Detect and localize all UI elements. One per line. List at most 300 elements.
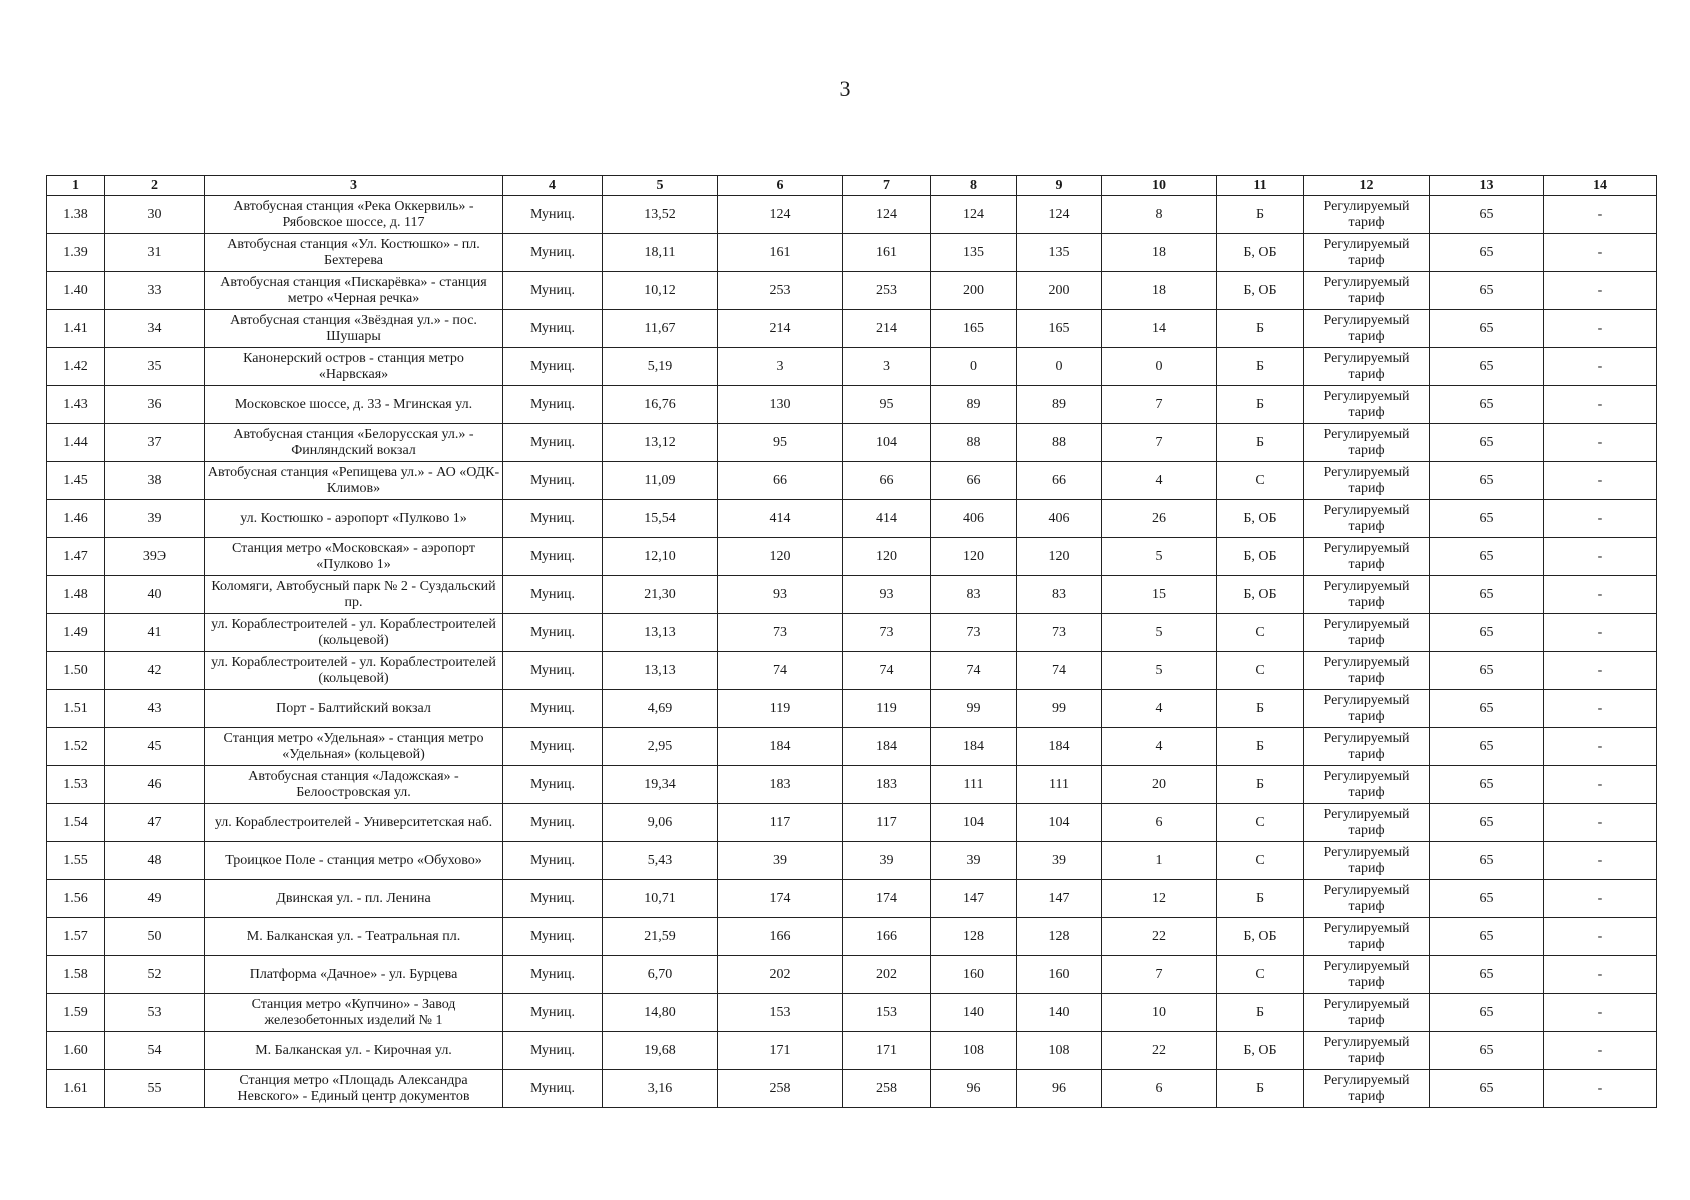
value-13-cell: 65: [1430, 614, 1544, 652]
value-9-cell: 124: [1017, 196, 1102, 234]
value-6-cell: 184: [718, 728, 843, 766]
value-13-cell: 65: [1430, 462, 1544, 500]
table-row: [47, 918, 1657, 956]
value-9-cell: 0: [1017, 348, 1102, 386]
vehicle-class-cell: Б: [1217, 386, 1304, 424]
row-number-cell: 1.49: [47, 614, 105, 652]
value-7-cell: 117: [843, 804, 931, 842]
value-14-cell: -: [1544, 272, 1657, 310]
route-name-cell: М. Балканская ул. - Театральная пл.: [205, 918, 503, 956]
route-length-cell: 15,54: [603, 500, 718, 538]
value-10-cell: 5: [1102, 652, 1217, 690]
value-7-cell: 174: [843, 880, 931, 918]
value-10-cell: 7: [1102, 424, 1217, 462]
row-number-cell: 1.56: [47, 880, 105, 918]
value-7-cell: 93: [843, 576, 931, 614]
value-14-cell: -: [1544, 614, 1657, 652]
tariff-cell: Регулируемый тариф: [1304, 310, 1430, 348]
table-row: [47, 234, 1657, 272]
value-6-cell: 253: [718, 272, 843, 310]
value-14-cell: -: [1544, 728, 1657, 766]
route-number-cell: 39: [105, 500, 205, 538]
value-8-cell: 135: [931, 234, 1017, 272]
table-row: [47, 652, 1657, 690]
column-header-11: 11: [1217, 176, 1304, 196]
value-14-cell: -: [1544, 386, 1657, 424]
value-8-cell: 128: [931, 918, 1017, 956]
route-length-cell: 18,11: [603, 234, 718, 272]
value-10-cell: 18: [1102, 234, 1217, 272]
row-number-cell: 1.59: [47, 994, 105, 1032]
route-name-cell: Автобусная станция «Река Оккервиль» - Рябовское шоссе, д. 117: [205, 196, 503, 234]
row-number-cell: 1.58: [47, 956, 105, 994]
row-number-cell: 1.38: [47, 196, 105, 234]
route-number-cell: 33: [105, 272, 205, 310]
value-8-cell: 89: [931, 386, 1017, 424]
row-number-cell: 1.41: [47, 310, 105, 348]
route-length-cell: 11,67: [603, 310, 718, 348]
value-9-cell: 184: [1017, 728, 1102, 766]
route-type-cell: Муниц.: [503, 310, 603, 348]
column-header-9: 9: [1017, 176, 1102, 196]
value-8-cell: 406: [931, 500, 1017, 538]
value-14-cell: -: [1544, 842, 1657, 880]
value-14-cell: -: [1544, 500, 1657, 538]
value-8-cell: 124: [931, 196, 1017, 234]
value-7-cell: 95: [843, 386, 931, 424]
route-name-cell: Московское шоссе, д. 33 - Мгинская ул.: [205, 386, 503, 424]
value-7-cell: 3: [843, 348, 931, 386]
vehicle-class-cell: Б: [1217, 196, 1304, 234]
tariff-cell: Регулируемый тариф: [1304, 690, 1430, 728]
value-14-cell: -: [1544, 994, 1657, 1032]
route-name-cell: ул. Кораблестроителей - Университетская наб.: [205, 804, 503, 842]
value-7-cell: 104: [843, 424, 931, 462]
vehicle-class-cell: С: [1217, 462, 1304, 500]
value-13-cell: 65: [1430, 956, 1544, 994]
route-type-cell: Муниц.: [503, 690, 603, 728]
tariff-cell: Регулируемый тариф: [1304, 918, 1430, 956]
route-name-cell: Автобусная станция «Звёздная ул.» - пос. Шушары: [205, 310, 503, 348]
value-8-cell: 88: [931, 424, 1017, 462]
route-type-cell: Муниц.: [503, 538, 603, 576]
column-header-12: 12: [1304, 176, 1430, 196]
value-9-cell: 128: [1017, 918, 1102, 956]
value-7-cell: 124: [843, 196, 931, 234]
table-row: [47, 956, 1657, 994]
value-14-cell: -: [1544, 1070, 1657, 1108]
table-row: [47, 538, 1657, 576]
route-number-cell: 42: [105, 652, 205, 690]
value-9-cell: 165: [1017, 310, 1102, 348]
tariff-cell: Регулируемый тариф: [1304, 842, 1430, 880]
value-9-cell: 120: [1017, 538, 1102, 576]
value-9-cell: 111: [1017, 766, 1102, 804]
value-8-cell: 200: [931, 272, 1017, 310]
tariff-cell: Регулируемый тариф: [1304, 424, 1430, 462]
value-13-cell: 65: [1430, 386, 1544, 424]
route-number-cell: 34: [105, 310, 205, 348]
vehicle-class-cell: Б, ОБ: [1217, 234, 1304, 272]
route-number-cell: 52: [105, 956, 205, 994]
vehicle-class-cell: Б: [1217, 766, 1304, 804]
value-14-cell: -: [1544, 804, 1657, 842]
value-13-cell: 65: [1430, 842, 1544, 880]
value-8-cell: 120: [931, 538, 1017, 576]
route-name-cell: Автобусная станция «Ул. Костюшко» - пл. Бехтерева: [205, 234, 503, 272]
row-number-cell: 1.46: [47, 500, 105, 538]
value-8-cell: 74: [931, 652, 1017, 690]
tariff-cell: Регулируемый тариф: [1304, 766, 1430, 804]
value-9-cell: 147: [1017, 880, 1102, 918]
value-10-cell: 4: [1102, 728, 1217, 766]
value-13-cell: 65: [1430, 994, 1544, 1032]
value-10-cell: 10: [1102, 994, 1217, 1032]
value-8-cell: 0: [931, 348, 1017, 386]
value-6-cell: 93: [718, 576, 843, 614]
value-14-cell: -: [1544, 348, 1657, 386]
route-length-cell: 12,10: [603, 538, 718, 576]
row-number-cell: 1.40: [47, 272, 105, 310]
value-13-cell: 65: [1430, 1032, 1544, 1070]
vehicle-class-cell: Б, ОБ: [1217, 1032, 1304, 1070]
value-6-cell: 3: [718, 348, 843, 386]
tariff-cell: Регулируемый тариф: [1304, 1070, 1430, 1108]
route-type-cell: Муниц.: [503, 614, 603, 652]
row-number-cell: 1.55: [47, 842, 105, 880]
vehicle-class-cell: Б, ОБ: [1217, 538, 1304, 576]
value-10-cell: 6: [1102, 1070, 1217, 1108]
tariff-cell: Регулируемый тариф: [1304, 386, 1430, 424]
route-length-cell: 4,69: [603, 690, 718, 728]
route-name-cell: Троицкое Поле - станция метро «Обухово»: [205, 842, 503, 880]
route-name-cell: Порт - Балтийский вокзал: [205, 690, 503, 728]
route-length-cell: 3,16: [603, 1070, 718, 1108]
tariff-cell: Регулируемый тариф: [1304, 576, 1430, 614]
table-row: [47, 386, 1657, 424]
route-length-cell: 19,68: [603, 1032, 718, 1070]
route-type-cell: Муниц.: [503, 424, 603, 462]
value-7-cell: 171: [843, 1032, 931, 1070]
row-number-cell: 1.53: [47, 766, 105, 804]
column-header-1: 1: [47, 176, 105, 196]
value-13-cell: 65: [1430, 880, 1544, 918]
row-number-cell: 1.61: [47, 1070, 105, 1108]
value-14-cell: -: [1544, 880, 1657, 918]
route-length-cell: 5,43: [603, 842, 718, 880]
vehicle-class-cell: Б: [1217, 310, 1304, 348]
table-row: [47, 842, 1657, 880]
row-number-cell: 1.48: [47, 576, 105, 614]
value-14-cell: -: [1544, 538, 1657, 576]
value-8-cell: 111: [931, 766, 1017, 804]
route-number-cell: 45: [105, 728, 205, 766]
route-length-cell: 13,12: [603, 424, 718, 462]
value-7-cell: 414: [843, 500, 931, 538]
table-row: [47, 1032, 1657, 1070]
route-name-cell: Автобусная станция «Пискарёвка» - станция метро «Черная речка»: [205, 272, 503, 310]
value-9-cell: 88: [1017, 424, 1102, 462]
value-7-cell: 183: [843, 766, 931, 804]
route-name-cell: Станция метро «Купчино» - Завод железобетонных изделий № 1: [205, 994, 503, 1032]
row-number-cell: 1.43: [47, 386, 105, 424]
value-9-cell: 83: [1017, 576, 1102, 614]
row-number-cell: 1.52: [47, 728, 105, 766]
value-6-cell: 161: [718, 234, 843, 272]
value-7-cell: 74: [843, 652, 931, 690]
value-8-cell: 104: [931, 804, 1017, 842]
row-number-cell: 1.54: [47, 804, 105, 842]
tariff-cell: Регулируемый тариф: [1304, 234, 1430, 272]
route-name-cell: Станция метро «Удельная» - станция метро «Удельная» (кольцевой): [205, 728, 503, 766]
table-row: [47, 500, 1657, 538]
table-row: [47, 310, 1657, 348]
value-6-cell: 166: [718, 918, 843, 956]
route-type-cell: Муниц.: [503, 994, 603, 1032]
value-13-cell: 65: [1430, 918, 1544, 956]
value-10-cell: 22: [1102, 918, 1217, 956]
column-header-6: 6: [718, 176, 843, 196]
row-number-cell: 1.51: [47, 690, 105, 728]
value-14-cell: -: [1544, 918, 1657, 956]
column-header-10: 10: [1102, 176, 1217, 196]
page-number: 3: [839, 76, 851, 101]
route-name-cell: Автобусная станция «Белорусская ул.» - Финляндский вокзал: [205, 424, 503, 462]
route-type-cell: Муниц.: [503, 880, 603, 918]
route-length-cell: 5,19: [603, 348, 718, 386]
value-13-cell: 65: [1430, 652, 1544, 690]
route-number-cell: 50: [105, 918, 205, 956]
route-length-cell: 9,06: [603, 804, 718, 842]
route-length-cell: 6,70: [603, 956, 718, 994]
value-13-cell: 65: [1430, 766, 1544, 804]
route-number-cell: 31: [105, 234, 205, 272]
route-type-cell: Муниц.: [503, 234, 603, 272]
route-name-cell: Двинская ул. - пл. Ленина: [205, 880, 503, 918]
table-row: [47, 766, 1657, 804]
value-13-cell: 65: [1430, 576, 1544, 614]
column-header-13: 13: [1430, 176, 1544, 196]
value-6-cell: 66: [718, 462, 843, 500]
value-13-cell: 65: [1430, 424, 1544, 462]
tariff-cell: Регулируемый тариф: [1304, 462, 1430, 500]
value-7-cell: 66: [843, 462, 931, 500]
value-6-cell: 120: [718, 538, 843, 576]
value-14-cell: -: [1544, 576, 1657, 614]
value-7-cell: 39: [843, 842, 931, 880]
route-number-cell: 39Э: [105, 538, 205, 576]
route-name-cell: Станция метро «Московская» - аэропорт «Пулково 1»: [205, 538, 503, 576]
vehicle-class-cell: Б: [1217, 424, 1304, 462]
route-type-cell: Муниц.: [503, 1032, 603, 1070]
route-type-cell: Муниц.: [503, 272, 603, 310]
route-number-cell: 38: [105, 462, 205, 500]
value-7-cell: 73: [843, 614, 931, 652]
value-13-cell: 65: [1430, 1070, 1544, 1108]
vehicle-class-cell: С: [1217, 804, 1304, 842]
tariff-cell: Регулируемый тариф: [1304, 880, 1430, 918]
value-7-cell: 253: [843, 272, 931, 310]
row-number-cell: 1.50: [47, 652, 105, 690]
column-header-5: 5: [603, 176, 718, 196]
value-8-cell: 99: [931, 690, 1017, 728]
tariff-cell: Регулируемый тариф: [1304, 994, 1430, 1032]
value-6-cell: 414: [718, 500, 843, 538]
value-13-cell: 65: [1430, 234, 1544, 272]
route-length-cell: 13,13: [603, 614, 718, 652]
route-number-cell: 47: [105, 804, 205, 842]
row-number-cell: 1.45: [47, 462, 105, 500]
value-9-cell: 135: [1017, 234, 1102, 272]
route-length-cell: 13,52: [603, 196, 718, 234]
routes-table: [46, 175, 1657, 1108]
value-9-cell: 39: [1017, 842, 1102, 880]
value-7-cell: 161: [843, 234, 931, 272]
route-type-cell: Муниц.: [503, 918, 603, 956]
value-8-cell: 184: [931, 728, 1017, 766]
value-10-cell: 7: [1102, 386, 1217, 424]
route-number-cell: 43: [105, 690, 205, 728]
value-10-cell: 22: [1102, 1032, 1217, 1070]
value-10-cell: 8: [1102, 196, 1217, 234]
table-row: [47, 196, 1657, 234]
value-6-cell: 117: [718, 804, 843, 842]
value-10-cell: 0: [1102, 348, 1217, 386]
value-7-cell: 153: [843, 994, 931, 1032]
route-type-cell: Муниц.: [503, 652, 603, 690]
value-9-cell: 74: [1017, 652, 1102, 690]
vehicle-class-cell: Б, ОБ: [1217, 500, 1304, 538]
value-6-cell: 153: [718, 994, 843, 1032]
column-header-14: 14: [1544, 176, 1657, 196]
row-number-cell: 1.42: [47, 348, 105, 386]
value-14-cell: -: [1544, 310, 1657, 348]
value-13-cell: 65: [1430, 196, 1544, 234]
table-row: [47, 690, 1657, 728]
route-number-cell: 36: [105, 386, 205, 424]
value-7-cell: 258: [843, 1070, 931, 1108]
table-row: [47, 462, 1657, 500]
vehicle-class-cell: Б, ОБ: [1217, 576, 1304, 614]
vehicle-class-cell: Б: [1217, 690, 1304, 728]
vehicle-class-cell: Б, ОБ: [1217, 918, 1304, 956]
value-9-cell: 104: [1017, 804, 1102, 842]
route-number-cell: 53: [105, 994, 205, 1032]
vehicle-class-cell: Б: [1217, 348, 1304, 386]
value-8-cell: 83: [931, 576, 1017, 614]
value-9-cell: 73: [1017, 614, 1102, 652]
value-10-cell: 5: [1102, 538, 1217, 576]
value-9-cell: 140: [1017, 994, 1102, 1032]
route-name-cell: Коломяги, Автобусный парк № 2 - Суздальский пр.: [205, 576, 503, 614]
value-9-cell: 406: [1017, 500, 1102, 538]
value-6-cell: 171: [718, 1032, 843, 1070]
tariff-cell: Регулируемый тариф: [1304, 614, 1430, 652]
column-header-2: 2: [105, 176, 205, 196]
value-6-cell: 183: [718, 766, 843, 804]
route-number-cell: 49: [105, 880, 205, 918]
vehicle-class-cell: С: [1217, 842, 1304, 880]
table-row: [47, 272, 1657, 310]
vehicle-class-cell: Б: [1217, 1070, 1304, 1108]
tariff-cell: Регулируемый тариф: [1304, 348, 1430, 386]
route-type-cell: Муниц.: [503, 956, 603, 994]
value-14-cell: -: [1544, 196, 1657, 234]
vehicle-class-cell: С: [1217, 652, 1304, 690]
route-number-cell: 40: [105, 576, 205, 614]
value-14-cell: -: [1544, 424, 1657, 462]
value-6-cell: 73: [718, 614, 843, 652]
vehicle-class-cell: Б, ОБ: [1217, 272, 1304, 310]
table-body: [47, 196, 1657, 1108]
route-number-cell: 41: [105, 614, 205, 652]
route-type-cell: Муниц.: [503, 1070, 603, 1108]
route-name-cell: М. Балканская ул. - Кирочная ул.: [205, 1032, 503, 1070]
route-number-cell: 35: [105, 348, 205, 386]
route-length-cell: 11,09: [603, 462, 718, 500]
route-number-cell: 37: [105, 424, 205, 462]
value-8-cell: 108: [931, 1032, 1017, 1070]
route-type-cell: Муниц.: [503, 348, 603, 386]
value-8-cell: 66: [931, 462, 1017, 500]
value-13-cell: 65: [1430, 500, 1544, 538]
route-length-cell: 10,71: [603, 880, 718, 918]
value-10-cell: 1: [1102, 842, 1217, 880]
value-8-cell: 147: [931, 880, 1017, 918]
row-number-cell: 1.47: [47, 538, 105, 576]
tariff-cell: Регулируемый тариф: [1304, 272, 1430, 310]
tariff-cell: Регулируемый тариф: [1304, 804, 1430, 842]
tariff-cell: Регулируемый тариф: [1304, 652, 1430, 690]
table-row: [47, 880, 1657, 918]
value-7-cell: 119: [843, 690, 931, 728]
row-number-cell: 1.57: [47, 918, 105, 956]
value-8-cell: 160: [931, 956, 1017, 994]
route-type-cell: Муниц.: [503, 842, 603, 880]
table-row: [47, 424, 1657, 462]
route-number-cell: 55: [105, 1070, 205, 1108]
route-number-cell: 54: [105, 1032, 205, 1070]
value-9-cell: 160: [1017, 956, 1102, 994]
route-length-cell: 19,34: [603, 766, 718, 804]
value-7-cell: 184: [843, 728, 931, 766]
value-10-cell: 20: [1102, 766, 1217, 804]
tariff-cell: Регулируемый тариф: [1304, 956, 1430, 994]
table-row: [47, 614, 1657, 652]
value-14-cell: -: [1544, 956, 1657, 994]
tariff-cell: Регулируемый тариф: [1304, 538, 1430, 576]
value-6-cell: 119: [718, 690, 843, 728]
route-length-cell: 21,59: [603, 918, 718, 956]
value-13-cell: 65: [1430, 310, 1544, 348]
value-14-cell: -: [1544, 652, 1657, 690]
route-number-cell: 46: [105, 766, 205, 804]
value-10-cell: 26: [1102, 500, 1217, 538]
value-9-cell: 66: [1017, 462, 1102, 500]
value-13-cell: 65: [1430, 728, 1544, 766]
column-header-4: 4: [503, 176, 603, 196]
value-6-cell: 39: [718, 842, 843, 880]
value-6-cell: 74: [718, 652, 843, 690]
vehicle-class-cell: С: [1217, 614, 1304, 652]
value-10-cell: 18: [1102, 272, 1217, 310]
value-14-cell: -: [1544, 462, 1657, 500]
vehicle-class-cell: Б: [1217, 880, 1304, 918]
tariff-cell: Регулируемый тариф: [1304, 1032, 1430, 1070]
route-name-cell: Автобусная станция «Репищева ул.» - АО «ОДК-Климов»: [205, 462, 503, 500]
value-10-cell: 4: [1102, 690, 1217, 728]
route-length-cell: 14,80: [603, 994, 718, 1032]
